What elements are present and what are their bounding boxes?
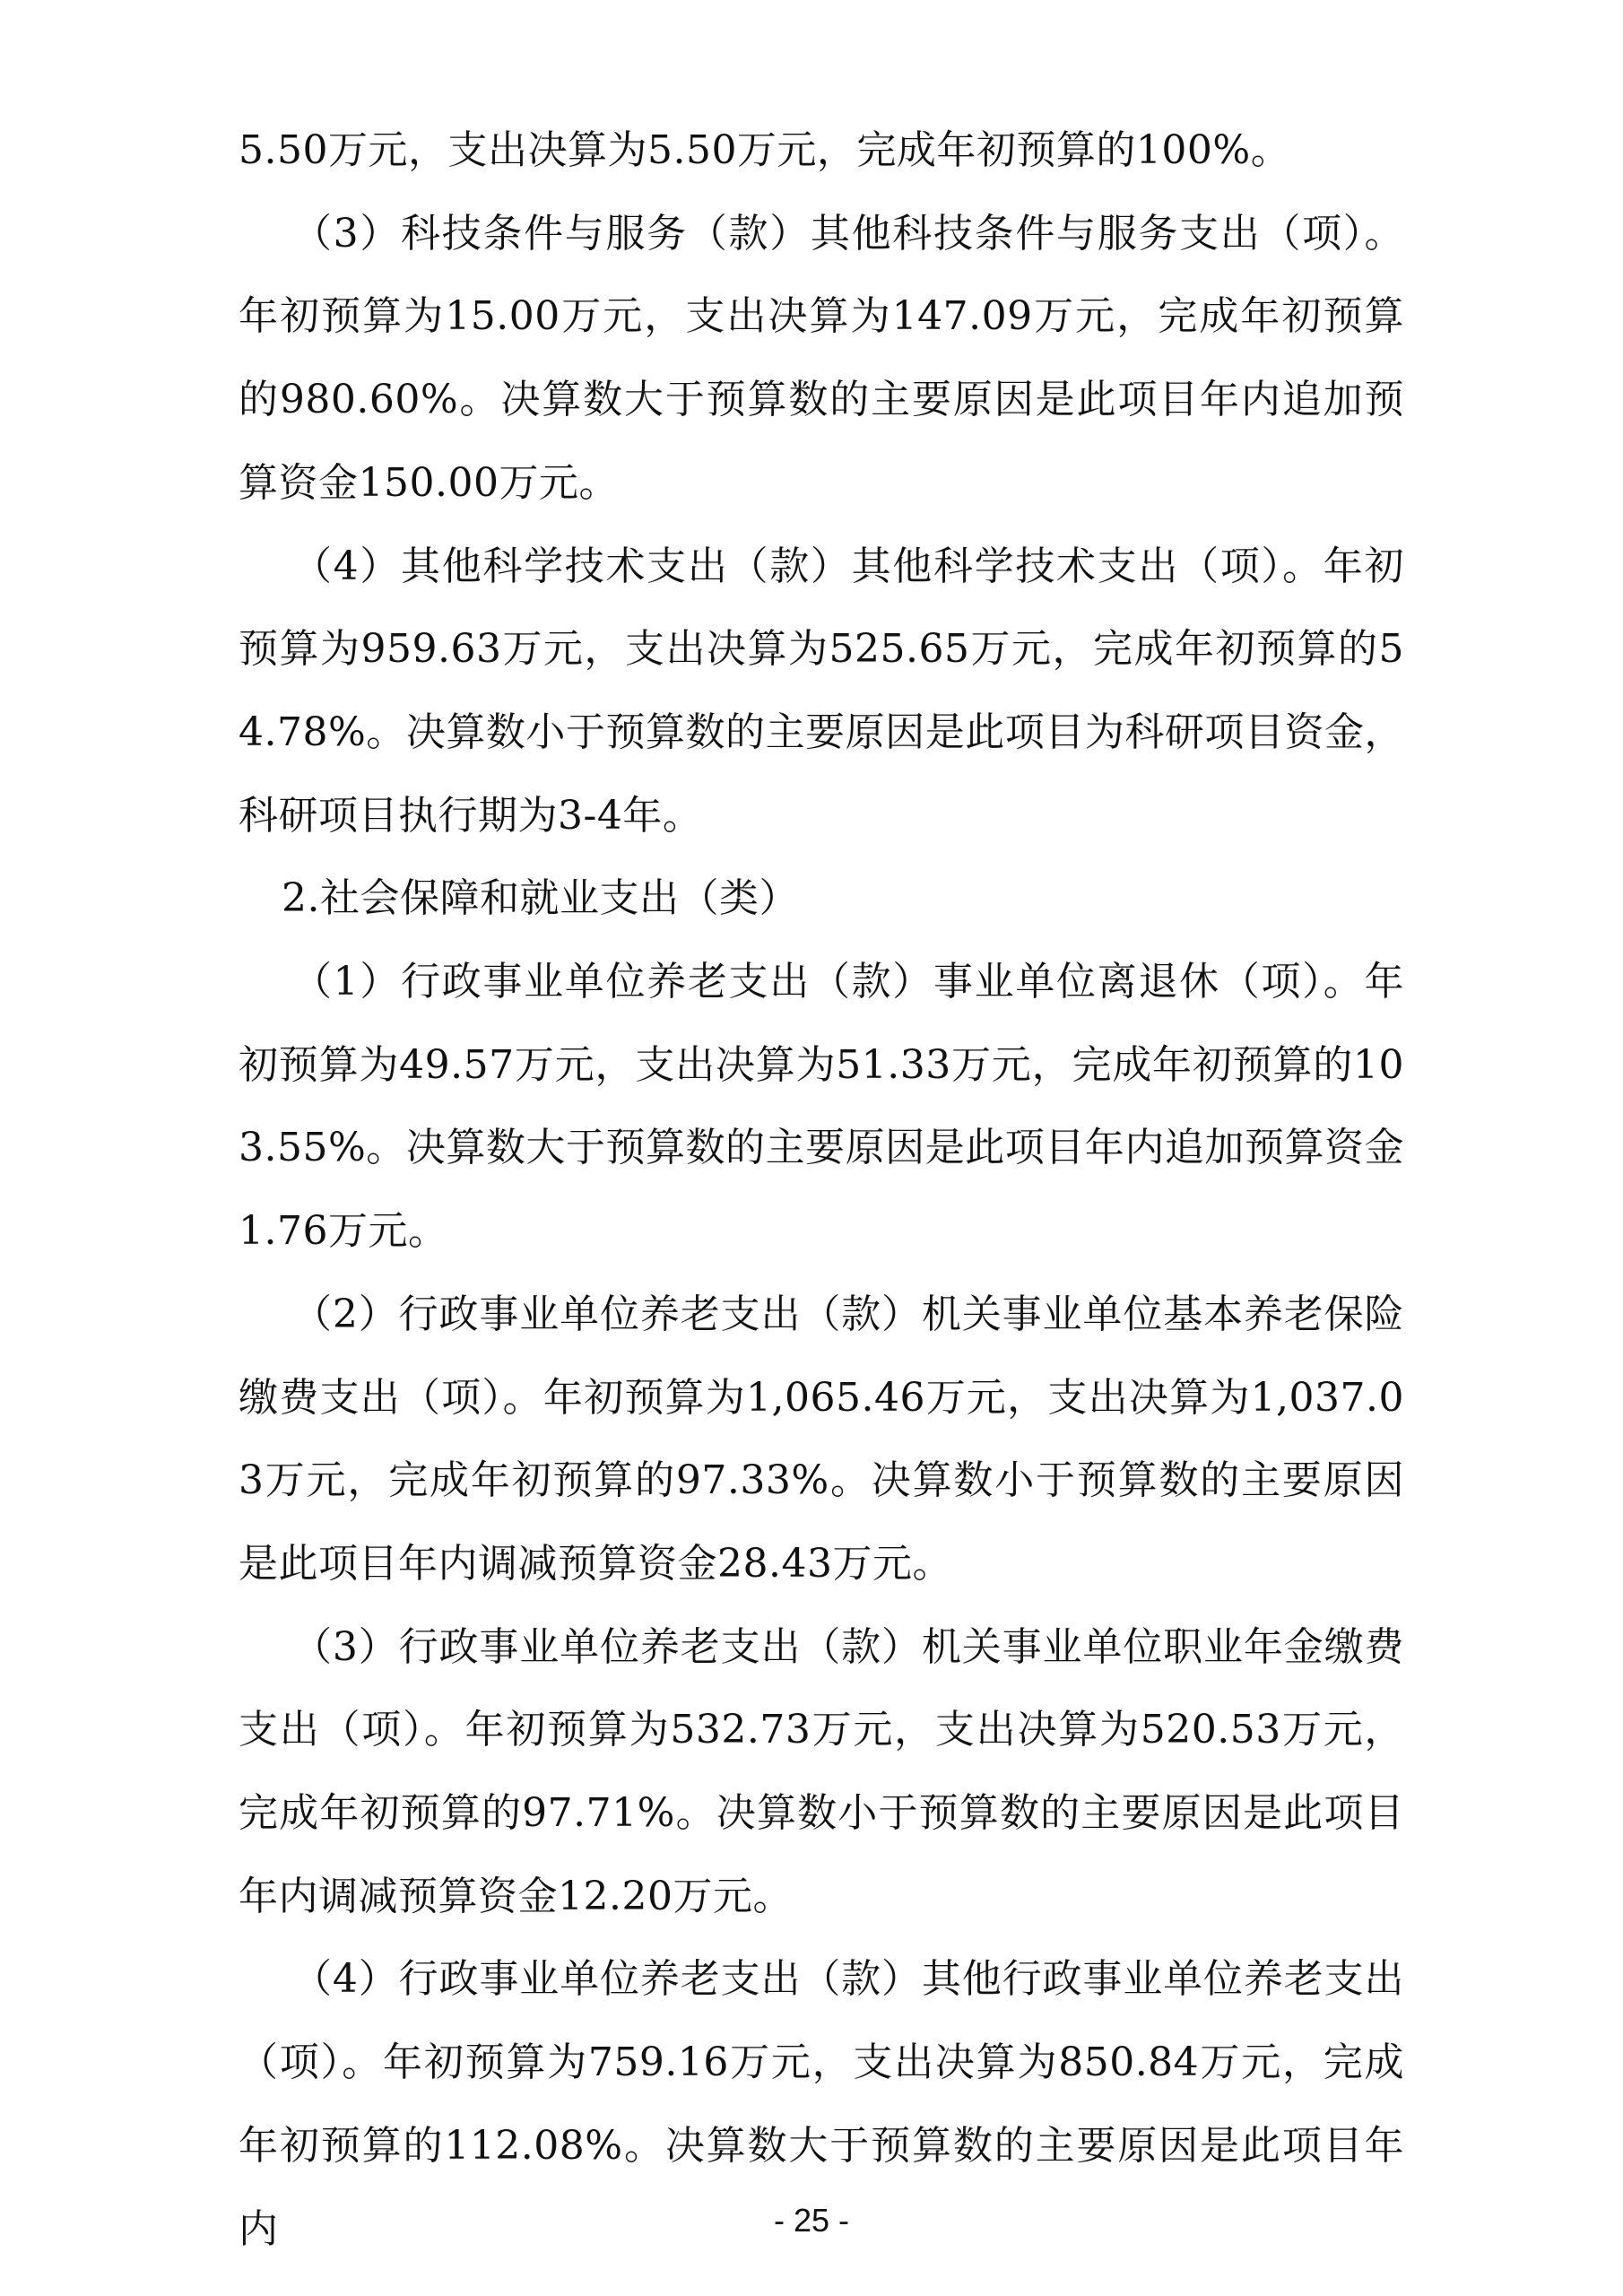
paragraph-other-science-tech: （4）其他科学技术支出（款）其他科学技术支出（项）。年初预算为959.63万元，支出决算为525.65万元，完成年初预算的54.78%。决算数小于预算数的主要原因是此项目为科研项目资金，科研项目执行期为3-4年。 [239,543,1404,839]
paragraph-retirement: （1）行政事业单位养老支出（款）事业单位离退休（项）。年初预算为49.57万元，支出决算为51.33万元，完成年初预算的103.55%。决算数大于预算数的主要原因是此项目年内追加预算资金1.76万元。 [239,959,1404,1255]
page-number: - 25 - [773,2202,850,2239]
paragraph-basic-pension-insurance: （2）行政事业单位养老支出（款）机关事业单位基本养老保险缴费支出（项）。年初预算为1,065.46万元，支出决算为1,037.03万元，完成年初预算的97.33%。决算数小于预算数的主要原因是此项目年内调减预算资金28.43万元。 [239,1291,1404,1587]
document-body [239,109,1404,2271]
paragraph-tech-conditions-services: （3）科技条件与服务（款）其他科技条件与服务支出（项）。年初预算为15.00万元，支出决算为147.09万元，完成年初预算的980.60%。决算数大于预算数的主要原因是此项目年内追加预算资金150.00万元。 [239,210,1404,506]
paragraph-other-pension: （4）行政事业单位养老支出（款）其他行政事业单位养老支出（项）。年初预算为759.16万元，支出决算为850.84万元，完成年初预算的112.08%。决算数大于预算数的主要原因是此项目年内 [239,1956,1404,2252]
paragraph-continuation: 5.50万元，支出决算为5.50万元，完成年初预算的100%。 [239,127,1291,173]
section-heading-social-security: 2.社会保障和就业支出（类） [282,875,799,922]
paragraph-occupational-annuity: （3）行政事业单位养老支出（款）机关事业单位职业年金缴费支出（项）。年初预算为532.73万元，支出决算为520.53万元，完成年初预算的97.71%。决算数小于预算数的主要原因是此项目年内调减预算资金12.20万元。 [239,1623,1404,1919]
